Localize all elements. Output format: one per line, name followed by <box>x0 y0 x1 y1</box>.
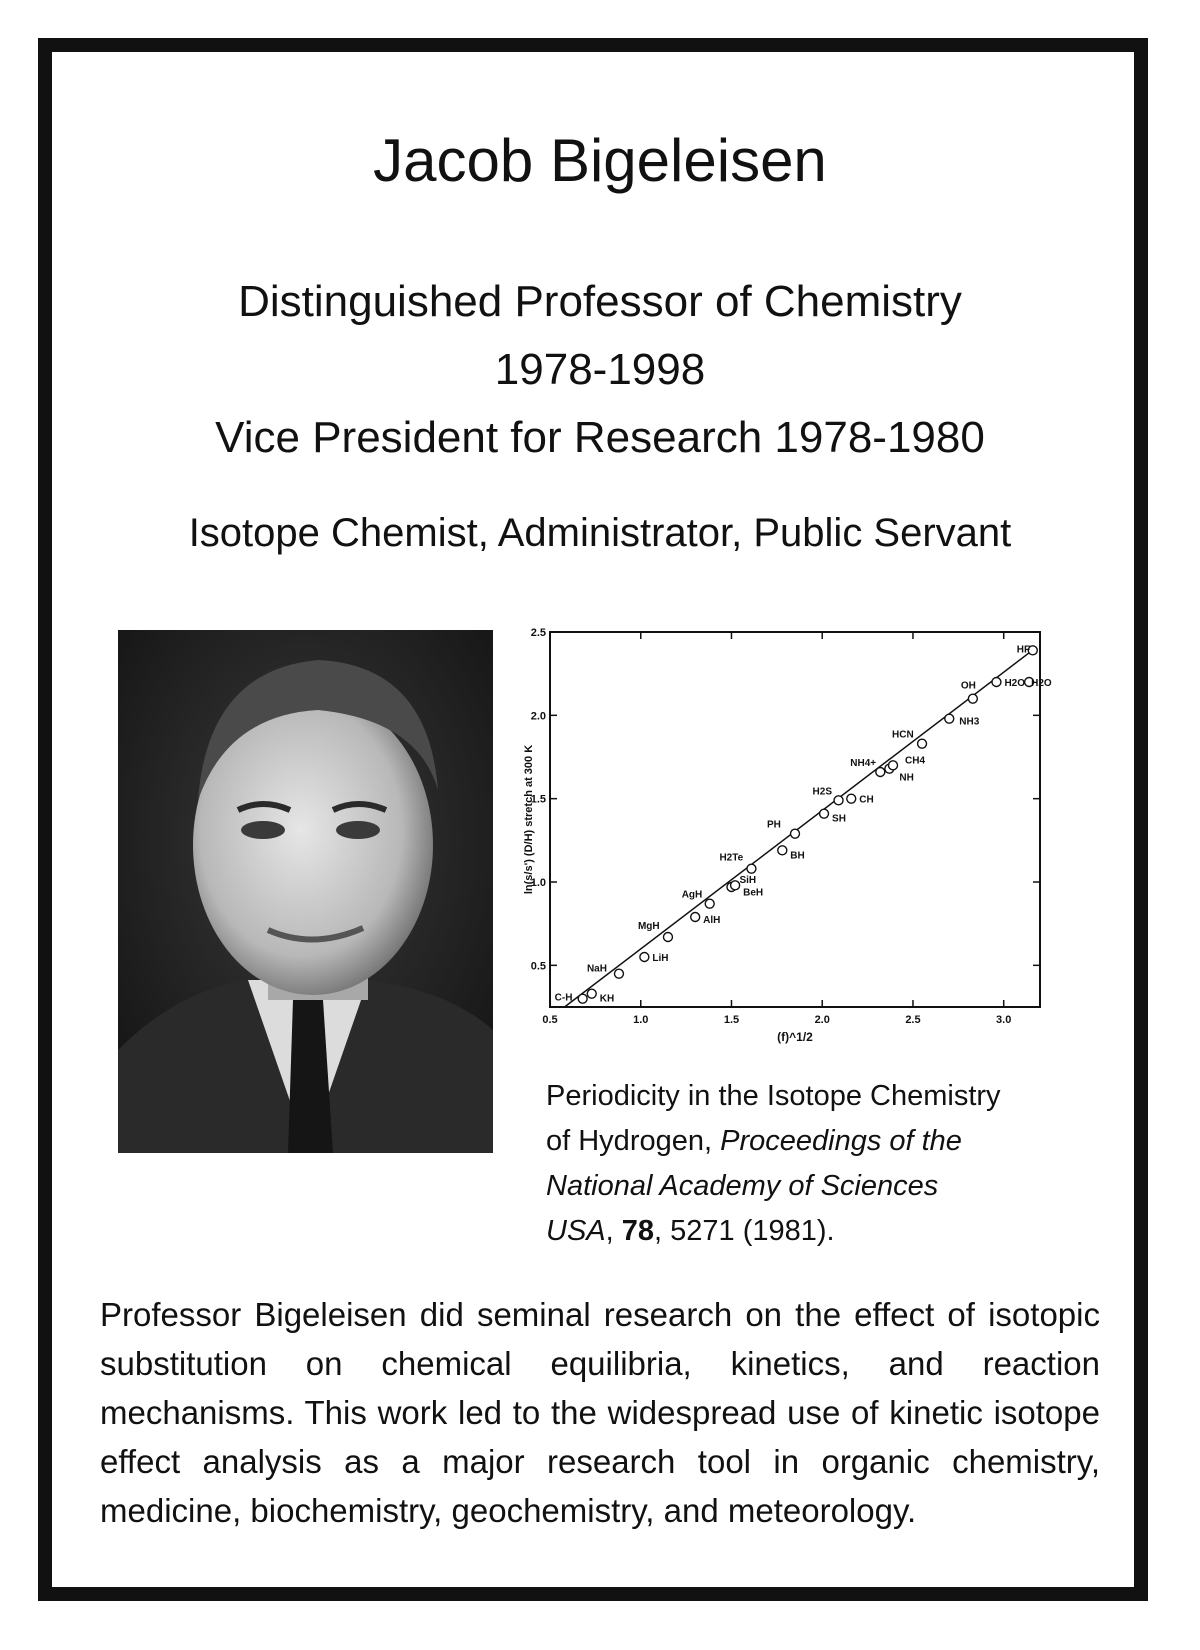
caption-volume: 78 <box>621 1215 655 1247</box>
data-point <box>820 809 829 818</box>
data-point <box>992 678 1001 687</box>
data-point-label: AgH <box>681 889 703 901</box>
chart-caption <box>546 1074 1106 1254</box>
x-tick-label: 1.5 <box>723 1014 740 1026</box>
data-point-label: H2O <box>1031 678 1052 689</box>
data-point <box>705 899 714 908</box>
data-point-label: MgH <box>637 921 660 932</box>
x-tick-label: 2.0 <box>814 1014 830 1026</box>
data-point-label: H2O <box>1004 678 1026 689</box>
data-point <box>578 994 587 1003</box>
x-tick-label: 0.5 <box>542 1014 558 1026</box>
data-point <box>834 796 843 805</box>
y-tick-label: 1.0 <box>530 877 546 889</box>
data-point-label: OH <box>960 680 976 692</box>
data-point <box>876 768 885 777</box>
y-tick-label: 2.5 <box>530 627 546 639</box>
data-point-label: LiH <box>652 953 669 964</box>
tagline: Isotope Chemist, Administrator, Public Servant <box>188 511 1012 555</box>
biography-paragraph: Professor Bigeleisen did seminal research on the effect of isotopic substitution on chemical equilibria, kinetics, and reaction mechanisms. This work led to the widespread use of kinetic isotope effect analysis as a major research tool in organic chemistry, medicine, biochemistry, geochemistry, and meteorology. <box>100 1296 1100 1529</box>
caption-line-3 <box>546 1164 1106 1209</box>
data-point-label: HCN <box>892 729 914 741</box>
data-point-label: AlH <box>703 915 721 926</box>
data-point <box>691 913 700 922</box>
data-point <box>778 846 787 855</box>
x-tick-label: 2.5 <box>905 1014 921 1026</box>
title-line-3: Vice President for Research 1978-1980 <box>215 413 985 462</box>
data-point <box>614 969 623 978</box>
data-point-label: SiH <box>739 875 757 886</box>
data-point <box>731 881 740 890</box>
caption-journal-part-2: National Academy of Sciences <box>546 1170 939 1202</box>
data-point-label: H2S <box>812 786 833 798</box>
data-point-label: KH <box>599 993 615 1005</box>
data-point <box>945 714 954 723</box>
data-point <box>918 739 927 748</box>
data-point-label: SH <box>832 813 846 825</box>
y-tick-label: 2.0 <box>530 710 546 723</box>
data-point-label: CH4 <box>905 755 926 767</box>
data-point <box>640 953 649 962</box>
y-axis-label: ln(s/s') (D/H) stretch at 300 K <box>523 744 535 895</box>
data-point-label: C-H <box>554 992 573 1004</box>
data-point <box>587 989 596 998</box>
isotope-chart <box>520 625 1060 1065</box>
y-tick-label: 0.5 <box>530 960 546 973</box>
x-axis-label: (f)^1/2 <box>777 1030 813 1044</box>
data-point-label: NaH <box>586 963 607 975</box>
caption-separator: , <box>605 1215 622 1247</box>
data-point-label: NH <box>899 772 914 784</box>
data-point-label: BeH <box>743 887 764 899</box>
caption-line-4 <box>546 1209 1106 1254</box>
caption-pages-year: , 5271 (1981). <box>654 1215 835 1247</box>
title-block <box>0 268 1200 472</box>
data-point-label: CH <box>859 794 874 806</box>
caption-journal-part-1: Proceedings of the <box>720 1125 962 1157</box>
x-tick-label: 1.0 <box>633 1014 649 1026</box>
data-point <box>747 864 756 873</box>
title-line-1: Distinguished Professor of Chemistry <box>238 277 962 326</box>
fit-line <box>565 649 1035 1007</box>
portrait-illustration <box>118 630 493 1153</box>
data-point-label: HF <box>1016 644 1031 656</box>
data-point-label: NH3 <box>959 716 980 728</box>
data-point <box>889 761 898 770</box>
data-point <box>968 694 977 703</box>
data-point-label: PH <box>767 819 781 831</box>
caption-line-1: Periodicity in the Isotope Chemistry <box>546 1080 1001 1112</box>
x-tick-label: 3.0 <box>996 1014 1012 1026</box>
data-point <box>663 933 672 942</box>
data-point-label: NH4+ <box>850 758 877 769</box>
caption-line-2 <box>546 1119 1106 1164</box>
portrait-photo <box>118 630 493 1153</box>
caption-journal-part-3: USA <box>546 1215 606 1247</box>
data-point-label: H2Te <box>719 852 744 864</box>
data-point <box>791 829 800 838</box>
person-name: Jacob Bigeleisen <box>373 127 827 194</box>
data-point <box>847 794 856 803</box>
data-point-label: BH <box>790 850 805 862</box>
y-tick-label: 1.5 <box>530 793 546 806</box>
caption-line-2-text: of Hydrogen, <box>546 1125 721 1157</box>
chart-svg <box>520 625 1060 1065</box>
title-line-2: 1978-1998 <box>494 345 706 394</box>
